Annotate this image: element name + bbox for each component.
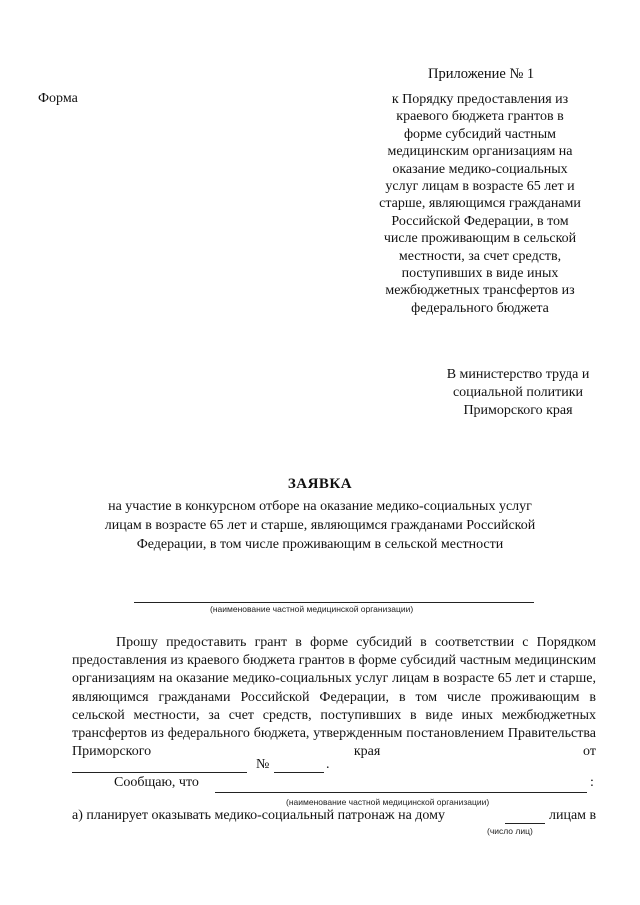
resolution-number-blank-line[interactable] [274,772,324,773]
resolution-period: . [326,757,330,772]
addressee-line: социальной политики [452,384,584,400]
request-paragraph [72,634,596,761]
item-a-text: а) планирует оказывать медико-социальный патронаж на дому [72,808,446,823]
addressee-line: В министерство труда и [446,367,590,382]
inform-colon: : [590,775,594,790]
appendix-line: федерального бюджета [411,300,549,316]
request-paragraph-text: Прошу предоставить грант в форме субсидий в соответствии с Порядком предоставления из краевого бюджета грантов в форме субсидий частным медицинским организациям на оказание медико-социальных услуг лицам в возрасте 65 лет и старше, являющимся гражданами Российской Федерации, в том числе проживающим в сельской местности, за счет средств, поступивших в виде иных межбюджетных трансфертов из федерального бюджета, утвержденным постановлением Правительства Приморского края от [72,635,596,760]
inform-label: Сообщаю, что [114,775,199,790]
appendix-line: услуг лицам в возрасте 65 лет и [385,179,575,195]
inform-org-blank-line[interactable] [215,792,587,793]
appendix-line: поступивших в виде иных [401,266,559,282]
appendix-reference [360,91,600,317]
form-label: Форма [38,91,78,106]
resolution-number-label: № [256,757,270,772]
persons-count-caption: (число лиц) [487,826,533,836]
document-subtitle [100,497,540,554]
org-name-caption: (наименование частной медицинской организации) [210,604,414,614]
document-title: ЗАЯВКА [287,476,353,492]
subtitle-line: на участие в конкурсном отборе на оказание медико-социальных услуг [108,499,532,514]
appendix-line: старше, являющимся гражданами [379,196,581,212]
addressee-line: Приморского края [463,402,573,418]
appendix-line: к Порядку предоставления из [391,92,569,107]
appendix-line: числе проживающим в сельской [383,231,577,247]
appendix-line: местности, за счет средств, [398,248,562,264]
resolution-date-blank-line[interactable] [72,772,247,773]
appendix-line: краевого бюджета грантов в [396,109,564,125]
item-a-tail: лицам в [549,808,597,823]
appendix-title: Приложение № 1 [428,66,535,82]
persons-count-blank-line[interactable] [505,823,545,824]
appendix-line: медицинским организациям на [387,144,573,160]
appendix-line: оказание медико-социальных [392,161,568,177]
addressee-block [432,366,604,419]
appendix-line: форме субсидий частным [403,126,557,142]
appendix-line: Российской Федерации, в том [391,213,569,229]
inform-org-caption: (наименование частной медицинской организации) [286,797,490,807]
subtitle-line: лицам в возрасте 65 лет и старше, являющимся гражданами Российской [104,518,536,533]
subtitle-line: Федерации, в том числе проживающим в сельской местности [136,537,504,552]
org-name-blank-line[interactable] [134,602,534,603]
appendix-line: межбюджетных трансфертов из [385,283,575,299]
